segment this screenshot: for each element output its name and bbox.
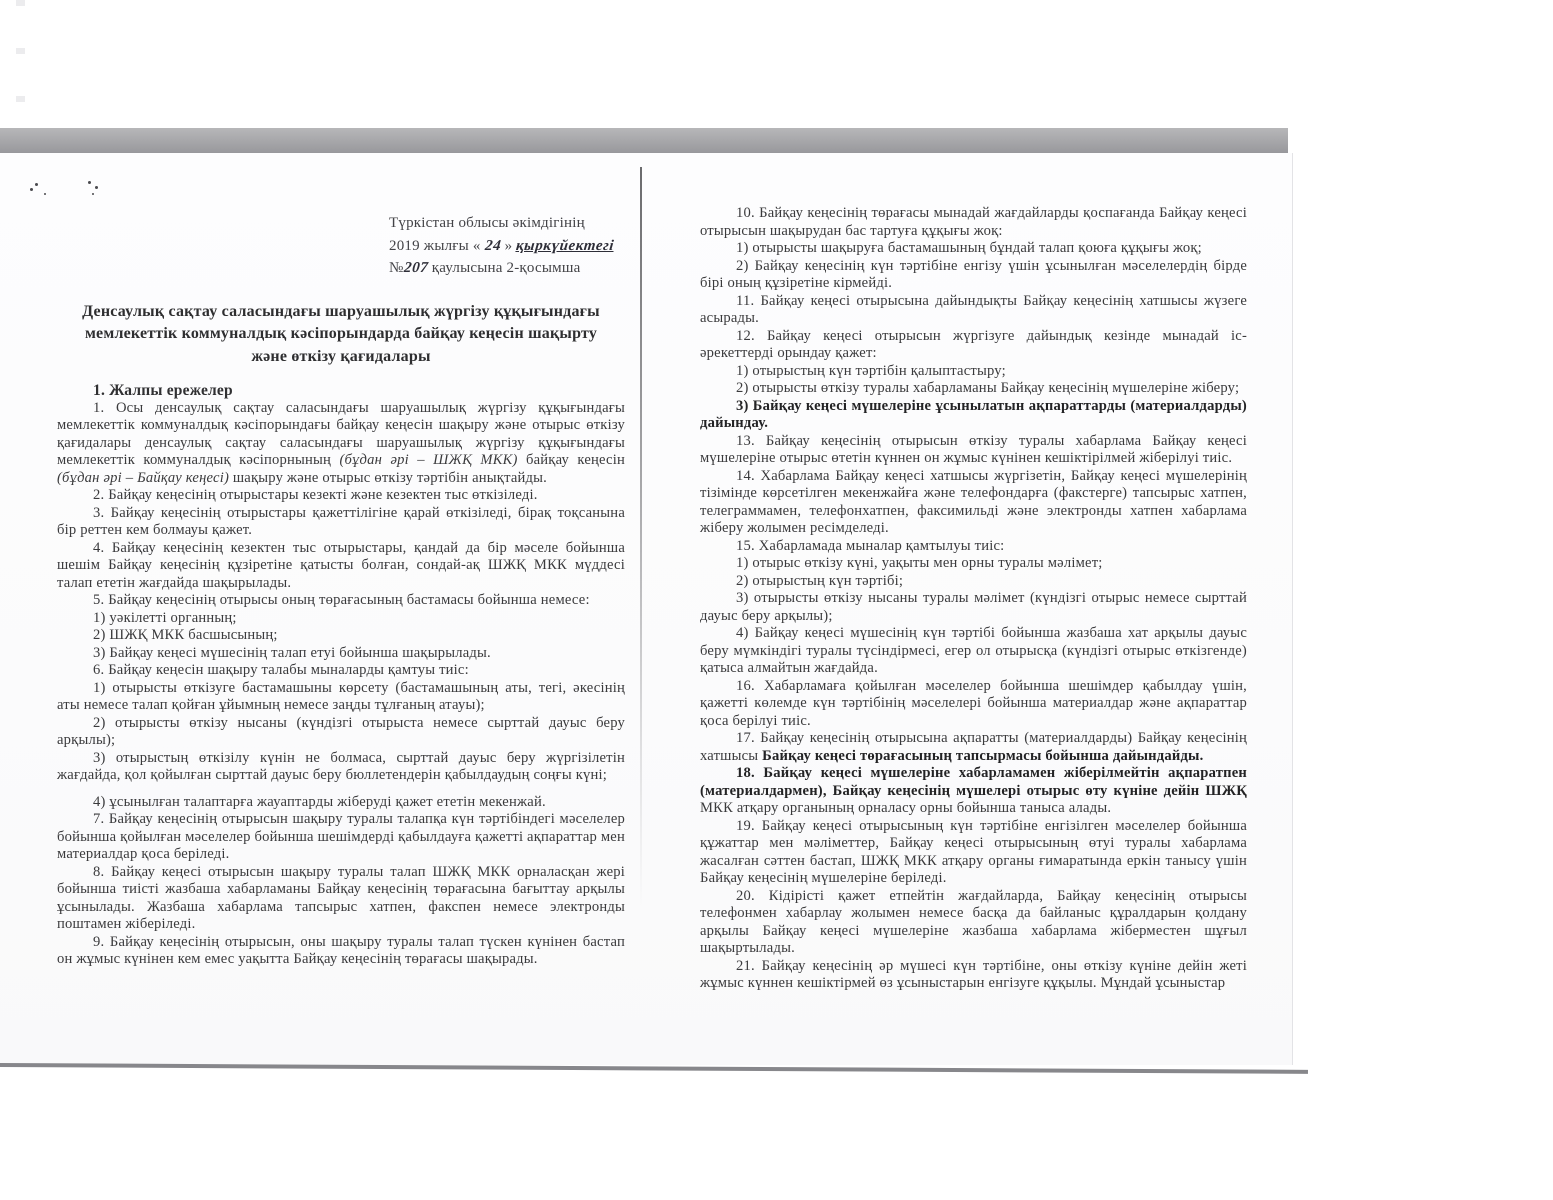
text-run: 6. Байқау кеңесін шақыру талабы мыналарды қамтуы тиіс: xyxy=(93,662,469,678)
text-run: 2) отырыстың күн тәртібі; xyxy=(736,572,904,589)
paragraph xyxy=(57,487,625,505)
paragraph xyxy=(700,625,1247,678)
paragraph xyxy=(700,538,1247,556)
paragraph xyxy=(57,505,625,540)
text-run: байқау кеңесін xyxy=(517,452,625,468)
text-run: 4) ұсынылған талаптарға жауаптарды жіберуді қажет ететін мекенжай. xyxy=(93,793,546,810)
text-run: 3) отырыстың өткізілу күнін не болмаса, сырттай дауыс беру жүргізілетін жағдайда, қол қойылған сырттай дауыс беру бюллетендерін қабылдаудың соңғы күні; xyxy=(57,749,625,783)
paragraph xyxy=(57,864,625,934)
page2 xyxy=(700,205,1247,993)
scan-perforation-marks xyxy=(16,0,25,128)
text-run: 1) отырыстың күн тәртібін қалыптастыру; xyxy=(736,362,1006,379)
paragraph xyxy=(700,573,1247,591)
paragraph xyxy=(700,380,1247,398)
text-run: 9. Байқау кеңесінің отырысын, оны шақыру туралы талап түскен күнінен бастап он жұмыс күнінен кем емес уақытта Байқау кеңесінің төрағасы шақырады. xyxy=(57,933,625,967)
paragraph xyxy=(57,715,625,750)
paragraph xyxy=(700,468,1247,538)
paragraph xyxy=(57,540,625,593)
text-run: 15. Хабарламада мыналар қамтылуы тиіс: xyxy=(736,537,1005,554)
document-title: Денсаулық сақтау саласындағы шаруашылық жүргізу құқығындағы мемлекеттік коммуналдық кәсіпорындарда байқау кеңесін шақырту және өткізу қағидалары xyxy=(82,302,600,365)
text-run: Байқау кеңесі төрағасының тапсырмасы бойынша дайындайды. xyxy=(762,747,1204,764)
staple-mark xyxy=(95,186,98,189)
text-run: 7. Байқау кеңесінің отырысын шақыру туралы талапқа күн тәртібіндегі мәселелер бойынша қойылған мәселелер бойынша шешімдерді қабылдауға қажетті ақпараттар мен материалдар қоса беріледі. xyxy=(57,811,625,862)
paragraph xyxy=(700,888,1247,958)
text-run: 11. Байқау кеңесі отырысына дайындықты Байқау кеңесінің хатшысы жүзеге асырады. xyxy=(700,292,1247,326)
text-run: 17. Байқау кеңесінің отырысына ақпаратты (материалдарды) Байқау кеңесінің хатшысы xyxy=(700,730,1247,764)
text-run: 14. Хабарлама Байқау кеңесі хатшысы жүргізетін, Байқау кеңесі мүшелерінің тізімінде көрсетілген мекенжайға және телефондарға (факстерге) тапсырыс хатпен, телеграммамен, телефонхатпен, факсимильді және электронды хатпен хабарлама жіберу жолымен ресімделеді. xyxy=(700,467,1247,536)
page2-paragraphs xyxy=(700,205,1247,993)
scan-edge-band xyxy=(0,128,1288,153)
paragraph xyxy=(700,555,1247,573)
paragraph xyxy=(57,680,625,715)
paragraph xyxy=(57,794,625,812)
header-line-2 xyxy=(389,235,625,258)
paragraph xyxy=(57,934,625,969)
paragraph xyxy=(700,240,1247,258)
text-run: (бұдан әрі – ШЖҚ МКК) xyxy=(339,452,518,468)
text-run: 8. Байқау кеңесі отырысын шақыру туралы талап ШЖҚ МКК орналасқан жері бойынша тиісті жазбаша хабарламаны Байқау кеңесінің төрағасына бағыттау арқылы ұсынылады. Жазбаша хабарлама тапсырыс хатпен, факспен немесе электронды поштамен жіберіледі. xyxy=(57,863,625,932)
text-run: шақыру және отырыс өткізу тәртібін анықтайды. xyxy=(229,469,547,486)
header-text: 2019 жылғы « xyxy=(389,237,485,254)
handwritten-day: 24 xyxy=(483,237,502,254)
text-run: 3. Байқау кеңесінің отырыстары қажеттілігіне қарай өткізіледі, бірақ тоқсанына бір реттен кем болмауы қажет. xyxy=(57,504,625,538)
paragraph xyxy=(57,400,625,488)
header-line-1 xyxy=(389,212,625,235)
paragraph xyxy=(57,592,625,610)
paragraph xyxy=(57,750,625,785)
text-run: 21. Байқау кеңесінің әр мүшесі күн тәртібіне, оны өткізу күніне дейін жеті жұмыс күннен кешіктірмей өз ұсыныстарын енгізуге құқылы. Мұндай ұсыныстар xyxy=(700,957,1247,991)
staple-mark xyxy=(92,193,94,195)
text-run: 1. Осы денсаулық сақтау саласындағы шаруашылық жүргізу құқығындағы мемлекеттік коммуналдық кәсіпорындағы байқау кеңесін шақыру және отырыс өткізу қағидалары денсаулық сақтау саласындағы шаруашылық жүргізу құқығындағы мемлекеттік коммуналдық кәсіпорнының xyxy=(57,399,625,468)
header-text: » xyxy=(500,237,517,254)
header-text: Түркістан облысы әкімдігінің xyxy=(389,215,585,231)
text-run: 3) Байқау кеңесі мүшелеріне ұсынылатын ақпараттарды (материалдарды) дайындау. xyxy=(700,397,1247,431)
text-run: 2) ШЖҚ МКК басшысының; xyxy=(93,627,278,643)
text-run: 4) Байқау кеңесі мүшесінің күн тәртібі бойынша жазбаша хат арқылы дауыс беру мүмкіндігі туралы түсіндірмесі, егер ол отырысқа (күндізгі отырыс өткізгенде) қатыса алмайтын жағдайда. xyxy=(700,625,1247,676)
paragraph xyxy=(700,958,1247,993)
text-run: 10. Байқау кеңесінің төрағасы мынадай жағдайларды қоспағанда Байқау кеңесі отырысын шақырудан бас тартуға құқығы жоқ: xyxy=(700,205,1247,239)
paragraph xyxy=(700,678,1247,731)
paragraph xyxy=(57,627,625,645)
paragraph xyxy=(700,765,1247,818)
staple-mark xyxy=(30,188,33,191)
section-heading: 1. Жалпы ережелер xyxy=(93,382,233,399)
header-text: қаулысына 2-қосымша xyxy=(427,260,581,276)
paragraph xyxy=(700,590,1247,625)
text-run: 12. Байқау кеңесі отырысын жүргізуге дайындық кезінде мынадай іс-әрекеттерді орындау қажет: xyxy=(700,327,1247,361)
paragraph xyxy=(700,398,1247,433)
paragraph xyxy=(700,205,1247,240)
text-run: 19. Байқау кеңесі отырысының күн тәртібіне енгізілген мәселелер бойынша құжаттар мен мәліметтер, Байқау кеңесі отырысының өтуі туралы хабарлама жасалған сәттен бастап, ШЖҚ МКК атқару органы ғимаратында еркін танысу үшін Байқау кеңесінің мүшелеріне беріледі. xyxy=(700,817,1247,886)
header-line-3 xyxy=(389,257,625,280)
staple-mark xyxy=(88,181,91,184)
staple-mark xyxy=(35,183,38,186)
text-run: 20. Кідірісті қажет етпейтін жағдайларда, Байқау кеңесінің отырысы телефонмен хабарлау жолымен немесе басқа да байланыс құралдарын қолдану арқылы Байқау кеңесі мүшелеріне жазбаша хабарлама жіберместен шұғыл шақыртылады. xyxy=(700,887,1247,956)
text-run: 16. Хабарламаға қойылған мәселелер бойынша шешімдер қабылдау үшін, қажетті көлемде күн тәртібінің мәселелері бойынша материалдар және ақпараттар қоса берілуі тиіс. xyxy=(700,677,1247,729)
paragraph xyxy=(57,610,625,628)
text-run: МКК атқару органының орналасу орны бойынша таныса алады. xyxy=(700,800,1112,816)
text-run: 2) отырысты өткізу нысаны (күндізгі отырыста немесе сырттай дауыс беру арқылы); xyxy=(57,714,625,748)
text-run: 1) уәкілетті органның; xyxy=(93,609,237,626)
paragraph xyxy=(57,811,625,864)
text-run: 3) отырысты өткізу нысаны туралы мәлімет (күндізгі отырыс немесе сырттай дауыс беру арқылы); xyxy=(700,590,1247,624)
paragraph xyxy=(700,293,1247,328)
text-run: 2) Байқау кеңесінің күн тәртібіне енгізу үшін ұсынылған мәселелердің бірде бірі оның құзіретіне кірмейді. xyxy=(700,257,1247,291)
handwritten-number: 207 xyxy=(402,260,429,276)
approval-header xyxy=(389,212,625,280)
header-text: № xyxy=(389,260,404,276)
page-fold-line xyxy=(640,167,642,907)
text-run: 13. Байқау кеңесінің отырысын өткізу туралы хабарлама Байқау кеңесі мүшелеріне отырыс өтетін күннен он жұмыс күнінен кешіктірілмей жіберілуі тиіс. xyxy=(700,432,1247,466)
page1 xyxy=(57,212,625,969)
paragraph xyxy=(700,363,1247,381)
paragraph xyxy=(57,662,625,680)
text-run: 3) Байқау кеңесі мүшесінің талап етуі бойынша шақырылады. xyxy=(93,644,491,661)
handwritten-month: қыркүйектегі xyxy=(515,237,616,254)
paragraph xyxy=(700,730,1247,765)
text-run: 4. Байқау кеңесінің кезектен тыс отырыстары, қандай да бір мәселе бойынша шешім Байқау кеңесінің құзіретіне қатысты болған, сондай-ақ ШЖҚ МКК мүддесі талап ететін жағдайда шақырылады. xyxy=(57,539,625,591)
text-run: 18. Байқау кеңесі мүшелеріне хабарламамен жіберілмейтін ақпаратпен (материалдармен), Байқау кеңесінің мүшелері отырыс өту күніне дейін ШЖҚ xyxy=(700,765,1247,799)
paragraph xyxy=(700,433,1247,468)
page1-paragraphs xyxy=(57,400,625,969)
staple-mark xyxy=(44,193,46,195)
paragraph xyxy=(57,645,625,663)
text-run: 1) отырыс өткізу күні, уақыты мен орны туралы мәлімет; xyxy=(736,555,1103,571)
text-run: (бұдан әрі – Байқау кеңесі) xyxy=(57,469,230,486)
text-run: 2. Байқау кеңесінің отырыстары кезекті және кезектен тыс өткізіледі. xyxy=(93,487,538,503)
text-run: 1) отырысты шақыруға бастамашының бұндай талап қоюға құқығы жоқ; xyxy=(736,240,1202,256)
text-run: 2) отырысты өткізу туралы хабарламаны Байқау кеңесінің мүшелеріне жіберу; xyxy=(736,380,1240,396)
paragraph xyxy=(700,328,1247,363)
paragraph xyxy=(700,258,1247,293)
text-run: 1) отырысты өткізуге бастамашыны көрсету (бастамашының аты, тегі, әкесінің аты немесе талап қойған ұйымның немесе заңды тұлғаның атауы); xyxy=(57,679,625,713)
paragraph xyxy=(700,818,1247,888)
text-run: 5. Байқау кеңесінің отырысы оның төрағасының бастамасы бойынша немесе: xyxy=(93,592,590,608)
